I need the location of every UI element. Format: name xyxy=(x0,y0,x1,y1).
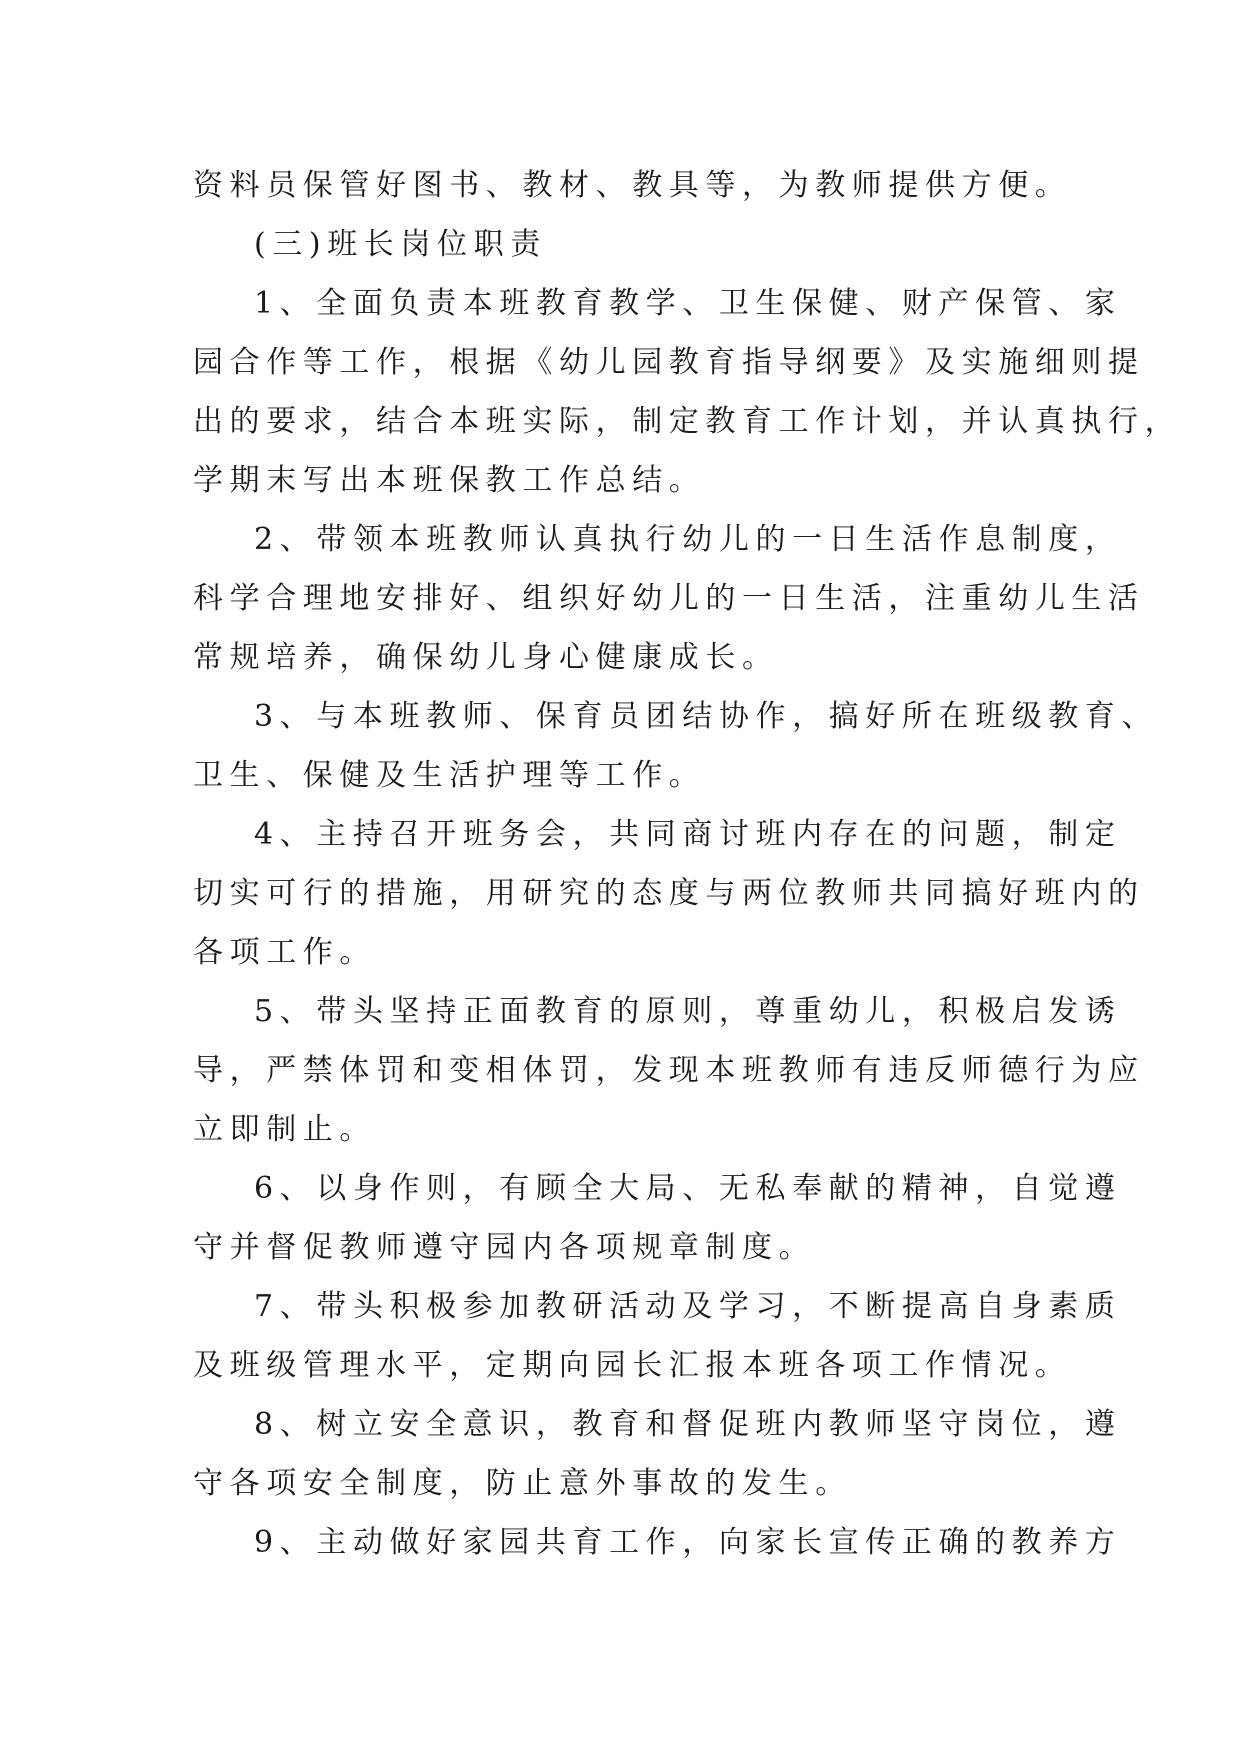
text-line: 及班级管理水平，定期向园长汇报本班各项工作情况。 xyxy=(193,1348,1072,1383)
text-line: 守并督促教师遵守园内各项规章制度。 xyxy=(193,1230,816,1265)
text-line: 园合作等工作，根据《幼儿园教育指导纲要》及实施细则提 xyxy=(193,345,1145,380)
text-line: 立即制止。 xyxy=(193,1112,376,1147)
text-line: 8、树立安全意识，教育和督促班内教师坚守岗位，遵 xyxy=(254,1407,1122,1442)
text-line: 导，严禁体罚和变相体罚，发现本班教师有违反师德行为应 xyxy=(193,1053,1145,1088)
text-line: 5、带头坚持正面教育的原则，尊重幼儿，积极启发诱 xyxy=(254,994,1122,1029)
text-line: 3、与本班教师、保育员团结协作，搞好所在班级教育、 xyxy=(254,699,1159,734)
text-line: 守各项安全制度，防止意外事故的发生。 xyxy=(193,1466,852,1501)
text-line: 4、主持召开班务会，共同商讨班内存在的问题，制定 xyxy=(254,817,1122,852)
text-line: 1、全面负责本班教育教学、卫生保健、财产保管、家 xyxy=(254,286,1122,321)
text-line: 学期末写出本班保教工作总结。 xyxy=(193,463,706,498)
text-line: 各项工作。 xyxy=(193,935,376,970)
text-line: 7、带头积极参加教研活动及学习，不断提高自身素质 xyxy=(254,1289,1122,1324)
text-line: 资料员保管好图书、教材、教具等，为教师提供方便。 xyxy=(193,168,1072,203)
text-line: 常规培养，确保幼儿身心健康成长。 xyxy=(193,640,779,675)
text-line: 2、带领本班教师认真执行幼儿的一日生活作息制度， xyxy=(254,522,1122,557)
section-heading: (三)班长岗位职责 xyxy=(254,227,547,262)
text-line: 切实可行的措施，用研究的态度与两位教师共同搞好班内的 xyxy=(193,876,1145,911)
text-line: 9、主动做好家园共育工作，向家长宣传正确的教养方 xyxy=(254,1525,1122,1560)
text-line: 卫生、保健及生活护理等工作。 xyxy=(193,758,706,793)
text-line: 6、以身作则，有顾全大局、无私奉献的精神，自觉遵 xyxy=(254,1171,1122,1206)
text-line: 科学合理地安排好、组织好幼儿的一日生活，注重幼儿生活 xyxy=(193,581,1145,616)
text-line: 出的要求，结合本班实际，制定教育工作计划，并认真执行， xyxy=(193,404,1182,439)
